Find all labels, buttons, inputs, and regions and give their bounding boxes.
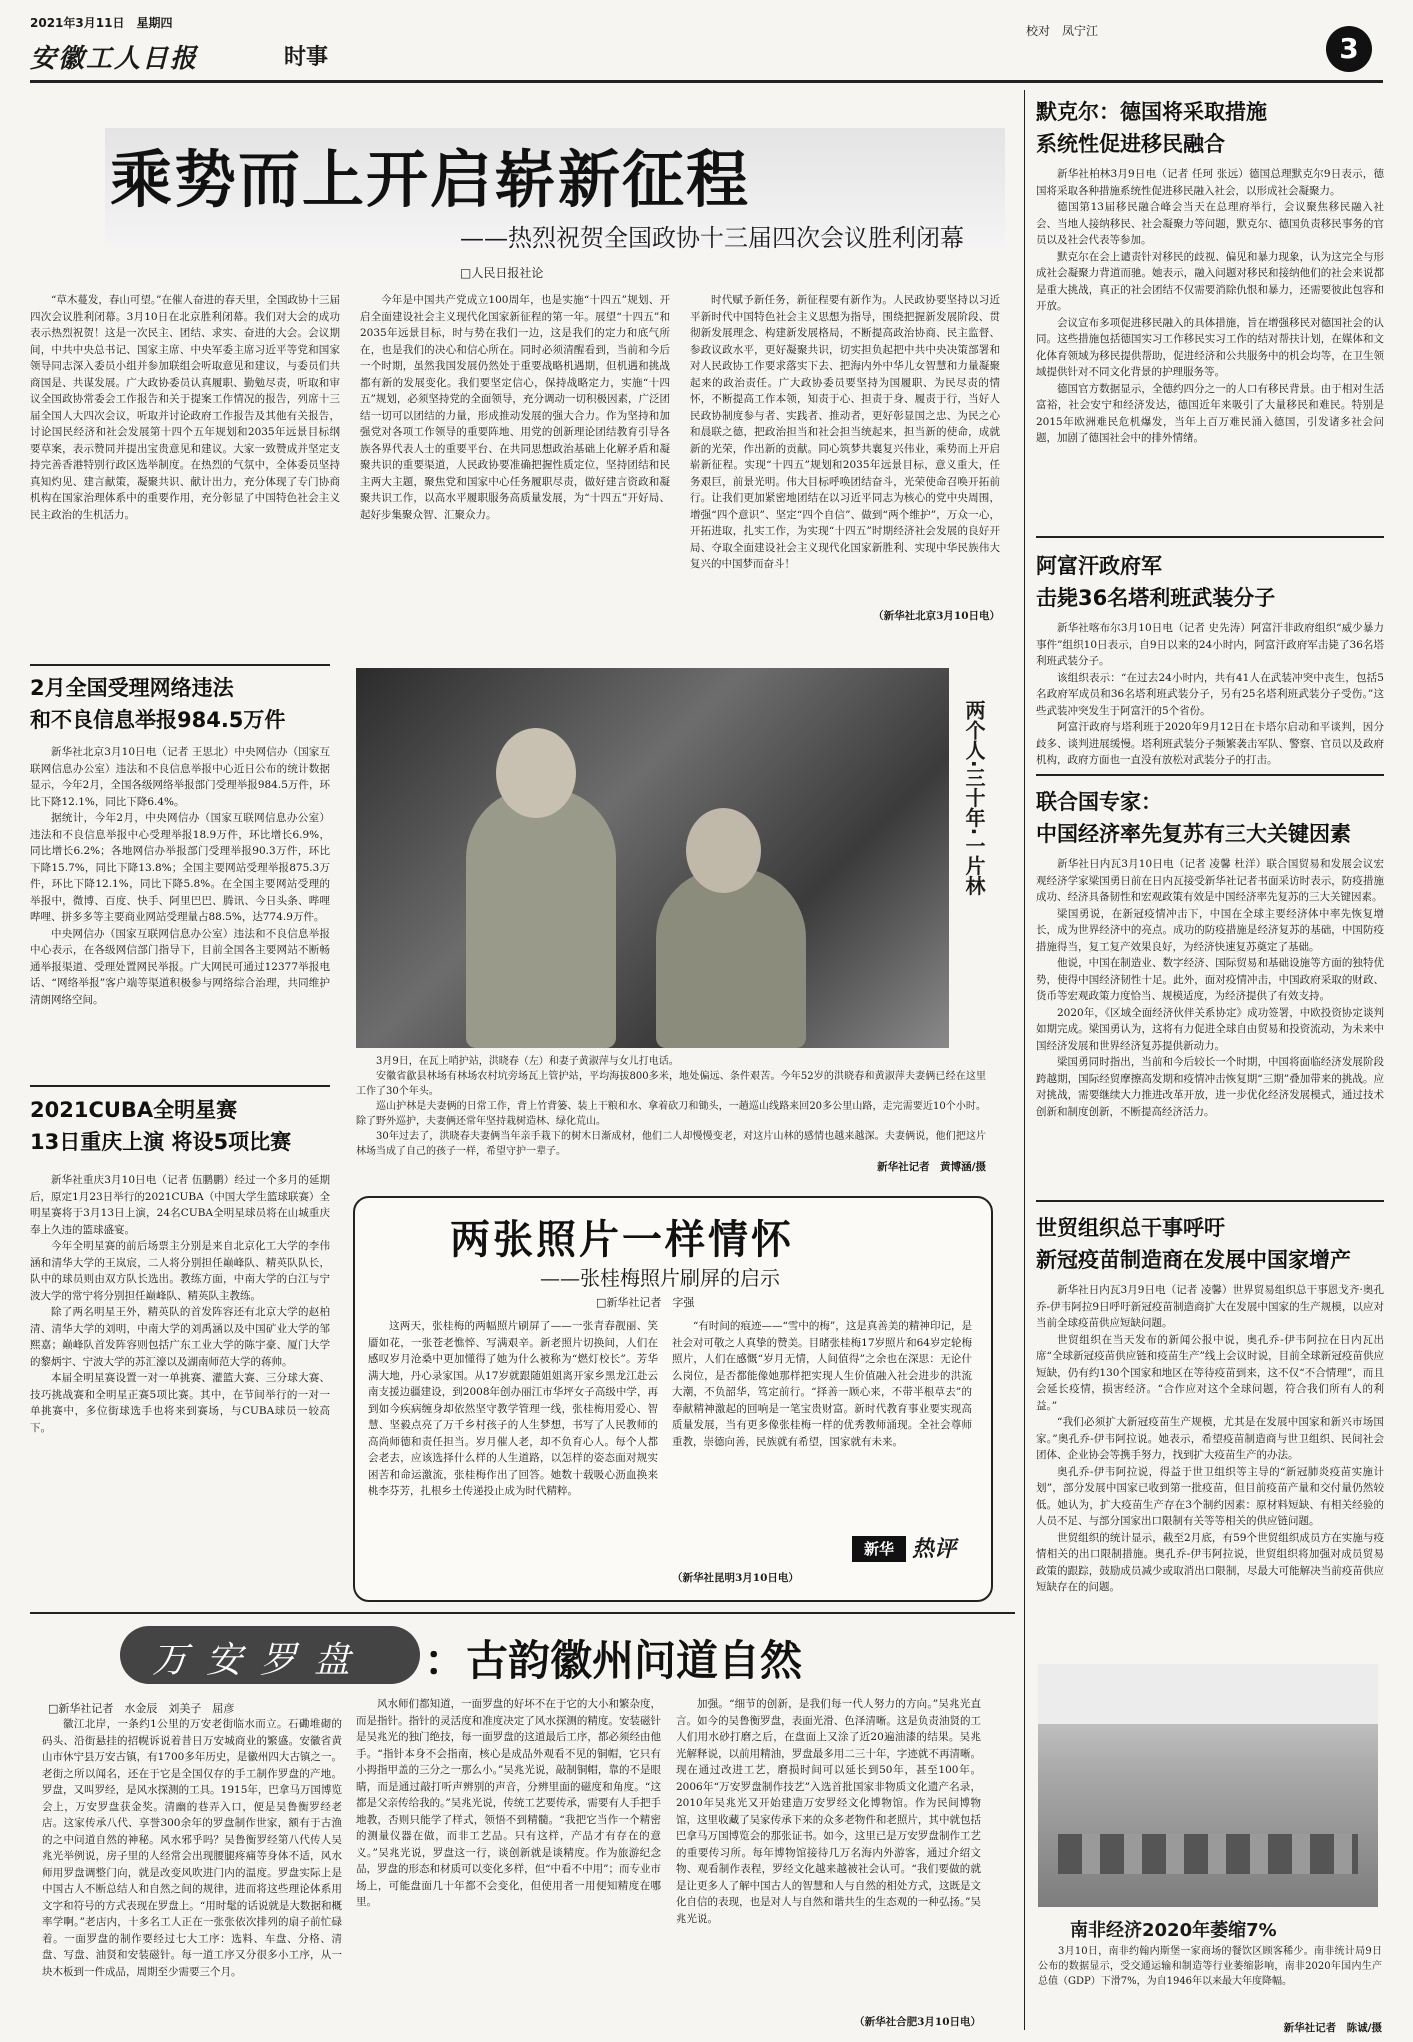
lead-subtitle: ——热烈祝贺全国政协十三届四次会议胜利闭幕 [460,224,964,252]
left-story-1-title-line-1: 2月全国受理网络违法 [30,676,234,700]
masthead-rule [30,80,1383,83]
right-story-4-paragraph: 新华社日内瓦3月9日电（记者 凌馨）世界贸易组织总干事恩戈齐·奥孔乔-伊韦阿拉9日呼吁新冠疫苗制造商扩大在发展中国家的生产规模，以应对当前全球疫苗供应短缺问题。 [1036,1284,1384,1329]
lead-title: 乘势而上开启崭新征程 [110,143,751,216]
right-rule-3 [1036,1200,1384,1202]
right-photo-caption: 3月10日，南非约翰内斯堡一家商场的餐饮区顾客稀少。南非统计局9日公布的数据显示，受交通运输和制造等行业萎缩影响，南非2020年国内生产总值（GDP）下滑7%，为自1946年以来最大年度降幅。 [1038,1946,1382,1987]
photo-figure-woman [656,868,806,1048]
bottom-column-1: 徽江北岸，一条约1公里的万安老街临水而立。石磡堆砌的码头、沿街悬挂的招幌诉说着昔日万安城商业的繁盛。安徽省黄山市休宁县万安古镇，有1700多年历史，是徽州四大古镇之一。老街之所以闻名，还在于它是全国仅存的手工制作罗盘的产地。罗盘，又叫罗经，是风水探测的工具。1915年，巴拿马万国博览会上，万安罗盘获金奖。清幽的巷弄入口，便是吴鲁衡罗经老店。这家传承八代、享誉300余年的罗盘制作世家，额有于古渔的之中问道自然的神秘。风水邪乎吗？吴鲁衡罗经第八代传人吴兆光举例说，房子里的人经常会出现腰腿疼痛等身体不适，风水师用罗盘调整门向，就是改变风吹进门内的温度。罗盘实际上是中国古人不断总结人和自然之间的规律，进而将这些理论体系用文字和符号的方式表现在罗盘上。“用时髦的话说就是大数据和概率学啊。”老店内，十多名工人正在一张张依次排列的扇子前忙碌着。一面罗盘的制作要经过七大工序：选料、车盘、分格、清盘、写盘、油贤和安装磁针。每一道工序又分很多小工序，从一块木板到一件成品，周期至少需要三个月。 [42,1718,342,1978]
photo-tables [1058,1834,1358,1874]
lead-column-2: 今年是中国共产党成立100周年，也是实施“十四五”规划、开启全面建设社会主义现代化国家新征程的第一年。展望“十四五”和2035年远景目标，时与势在我们一边，这是我们的定力和底气所在，也是我们的决心和信心所在。同时必须清醒看到，当前和今后一个时期，虽然我国发展仍然处于重要战略机遇期，但机遇和挑战都有新的发展变化。我们要坚定信心，保持战略定力，实施“十四五”规划，必须坚持党的全面领导，充分调动一切积极因素，广泛团结一切可以团结的力量，形成推动发展的强大合力。作为坚持和加强党对各项工作领导的重要阵地、用党的创新理论团结教育引导各族各界代表人士的重要平台、在共同思想政治基础上化解矛盾和凝聚共识的重要渠道，人民政协要准确把握性质定位，坚持团结和民主两大主题，聚焦党和国家中心任务履职尽责，做好建言资政和凝聚共识工作，以高水平履职服务高质量发展，为“十四五”开好局、起好步集聚众智、汇聚众力。 [360,294,670,521]
right-story-2-title-line-2: 击毙36名塔利班武装分子 [1036,586,1276,610]
photo-caption-paragraph: 30年过去了，洪晓春夫妻俩当年亲手栽下的树木日渐成材，他们二人却慢慢变老，对这片山林的感情也越来越深。夫妻俩说，他们把这片林场当成了自己的孩子一样，希望守护一辈子。 [356,1131,986,1157]
right-story-1-paragraph: 新华社柏林3月9日电（记者 任珂 张远）德国总理默克尔9日表示，德国将采取各种措施系统性促进移民融入社会，以形成社会凝聚力。 [1036,168,1384,197]
lead-source: （新华社北京3月10日电） [873,610,1000,622]
left-story-2 [30,1094,330,1436]
left-story-2-paragraph: 新华社重庆3月10日电（记者 伍鹏鹏）经过一个多月的延期后，原定1月23日举行的2021CUBA（中国大学生篮球联赛）全明星赛将于3月13日上演，24名CUBA全明星球员将在山城重庆奉上久违的篮球盛宴。 [30,1174,330,1236]
photo-ceiling [1038,1664,1378,1724]
left-story-1-paragraph: 新华社北京3月10日电（记者 王思北）中央网信办（国家互联网信息办公室）违法和不良信息举报中心近日公布的统计数据显示，今年2月，全国各级网络举报部门受理举报984.5万件，环比下降12.1%，同比下降6.4%。 [30,746,330,808]
right-photo-credit: 新华社记者 陈诚/摄 [1283,2022,1382,2034]
photo-caption-paragraph: 巡山护林是夫妻俩的日常工作，背上竹背篓、装上干粮和水、拿着砍刀和锄头，一趟巡山线路来回20多公里山路，走完需要近10个小时。除了野外巡护，夫妻俩还常年坚持栽树造林、绿化荒山。 [356,1101,986,1127]
photo-figure-woman-head [686,808,761,893]
right-story-3-title-line-2: 中国经济率先复苏有三大关键因素 [1036,822,1351,846]
right-story-1-paragraph: 会议宣布多项促进移民融入的具体措施，旨在增强移民对德国社会的认同。这些措施包括德国实习工作移民实习工作的结对帮扶计划，在媒体和文化体育领域为移民提供帮助，促进经济和公共服务中的机会均等，在卫生领域提供针对不同文化背景的护理服务等。 [1036,316,1384,378]
right-story-3-paragraph: 新华社日内瓦3月10日电（记者 凌馨 杜洋）联合国贸易和发展会议宏观经济学家梁国勇日前在日内瓦接受新华社记者书面采访时表示，防疫措施成功、经济具备韧性和宏观政策有效是中国经济率先复苏的三大关键因素。 [1036,858,1384,903]
feature-title: 两张照片一样情怀 [450,1217,794,1263]
right-story-1-paragraph: 德国第13届移民融合峰会当天在总理府举行，会议聚焦移民融入社会、当地人接纳移民、社会凝聚力等问题，默克尔、德国负责移民事务的官员以及社会代表等参加。 [1036,201,1384,246]
left-rule-1 [30,664,330,666]
right-story-1-paragraph: 默克尔在会上谴责针对移民的歧视、偏见和暴力现象，认为这完全与形成社会凝聚力背道而驰。她表示，融入问题对移民和接纳他们的社会来说都是重大挑战，真正的社会团结不仅需要消除仇恨和暴力，还需要彼此包容和开放。 [1036,250,1384,312]
feature-column-2: “有时间的痕迹——“雪中的梅”，这是真善美的精神印记，是社会对可敬之人真挚的赞美。目睹张桂梅17岁照片和64岁定轮梅照片，人们在感慨“岁月无情，人间值得”之余也在深思：无论什么岗位，是否都能像她那样把实现人生价值融入社会进步的洪流大潮，不负韶华，笃定前行。“择善一顾心来，不带半根草去”的奉献精神激起的回响是一笔宝贵财富。新时代教育事业要实现高质量发展，当有更多像张桂梅一样的优秀教师涌现。全社会尊师重教，崇德向善，民族就有希望，国家就有未来。 [672,1320,972,1448]
right-story-4 [1036,1212,1384,1655]
couple-photo [356,668,949,1048]
column-divider [1024,90,1025,2030]
right-story-2-paragraph: 阿富汗政府与塔利班于2020年9月12日在卡塔尔启动和平谈判，因分歧多、谈判进展缓慢。塔利班武装分子频繁袭击军队、警察、官员以及政府机构，政府方面也一直没有放松对武装分子的打击。 [1036,721,1384,765]
left-rule-2 [30,1085,330,1087]
photo-figure-man-head [496,728,576,818]
bottom-title: ：古韵徽州问道自然 [424,1636,803,1685]
left-story-2-title-line-2: 13日重庆上演 将设5项比赛 [30,1130,292,1154]
bottom-column-3: 加强。“细节的创新，是我们每一代人努力的方向。”吴兆光直言。如今的吴鲁衡罗盘，表面光滑、色泽清晰。这是负责油贤的工人们用水砂打磨之后，在盘面上又涂了近20遍油漆的结果。吴兆光解释说，以前用精油，罗盘最多用二三十年，字迹就不再清晰。现在通过改进工艺，磨损时间可以延长到50年，甚至100年。2006年“万安罗盘制作技艺”入选首批国家非物质文化遗产名录，2010年吴兆光又开始建造万安罗经文化博物馆。作为民间博物馆，这里收藏了吴家传承下来的众多老物件和老照片，其中就包括巴拿马万国博览会的那张证书。如今，这里已是万安罗盘制作工艺的重要传习所。每年博物馆接待几万名海内外游客，通过介绍文物、观看制作表程，罗经文化越来越被社会认可。“我们要做的就是让更多人了解中国古人的智慧和人与自然的相处方式，这既是文化自信的表现，也是对人与自然和谐共生的生态观的一种弘扬。”吴兆光说。 [676,1698,981,1925]
right-story-3-paragraph: 2020年，《区域全面经济伙伴关系协定》成功签署，中欧投资协定谈判如期完成。梁国勇认为，这将有力促进全球自由贸易和投资流动，为未来中国经济发展和世界经济复苏提供新动力。 [1036,1006,1384,1052]
photo-credit: 新华社记者 黄博涵/摄 [877,1161,986,1173]
bottom-column-2: 风水师们都知道，一面罗盘的好坏不在于它的大小和繁杂度，而是指针。指针的灵活度和准度决定了风水探测的精度。安装磁针是吴兆光的独门绝技，每一面罗盘的这道最后工序，都必须经由他手。“指针本身不会指南，核心是成品外观看不见的铜帽，它只有小拇指甲盖的三分之一那么小。”吴兆光说，敲制铜帽，靠的不是眼睛，而是通过敲打听声辨别的声音，分辨里面的磁度和角度。“这都是父亲传给我的。”吴兆光说，传统工艺要传承，需要有人手把手地教，否则只能学了样式，领悟不到精髓。“我把它当作一个精密的测量仪器在做，而非工艺品。只有这样，产品才有存在的意义。”吴兆光说，罗盘这一行，谈创新就是谈精度。作为旅游纪念品，罗盘的形态和材质可以变化多样，但“中看不中用”；而专业市场上，可能盘面几十年都不会变化，但使用者一用便知精度在哪里。 [356,1698,661,1908]
lead-author: □人民日报社论 [460,266,544,280]
right-rule-1 [1036,536,1384,538]
right-story-3-paragraph: 他说，中国在制造业、数字经济、国际贸易和基础设施等方面的独特优势，使得中国经济韧性十足。此外，面对疫情冲击，中国政府采取的财政、货币等宏观政策力度恰当、规模适度，为经济提供了有效支持。 [1036,957,1384,1002]
proofread-label: 校对 凤宁江 [1026,24,1099,38]
right-story-1-title-line-2: 系统性促进移民融合 [1036,132,1225,156]
photo-figure-man [466,788,616,1048]
comment-word: 热评 [912,1536,957,1562]
masthead-date: 2021年3月11日 星期四 [30,16,173,30]
left-story-2-paragraph: 今年全明星赛的前后场票主分别是来自北京化工大学的李伟涵和清华大学的王岚宸，二人将分别担任巅峰队、精英队队长，队中的球员则由双方队长选出。教练方面，中南大学的白江与宁波大学的常宁将分别担任巅峰队、精英队主教练。 [30,1240,330,1302]
right-story-4-paragraph: 世贸组织的统计显示，截至2月底，有59个世贸组织成员方在实施与疫情相关的出口限制措施。奥孔乔-伊韦阿拉说，世贸组织将加强对成员贸易政策的跟踪，鼓励成员减少或取消出口限制，尽最大可能解决当前疫苗供应短缺存在的问题。 [1036,1531,1384,1593]
photo-caption [356,1054,986,1175]
right-story-2-paragraph: 该组织表示：“在过去24小时内，共有41人在武装冲突中丧生，包括5名政府军成员和36名塔利班武装分子，另有25名塔利班武装分子受伤。”这些武装冲突发生于阿富汗的5个省份。 [1036,671,1384,717]
comment-badge [852,1536,906,1562]
right-story-3-title-line-1: 联合国专家： [1036,790,1162,814]
comment-badge-label: 新华 [863,1540,894,1558]
section-label: 时事 [284,45,329,70]
right-story-2-paragraph: 新华社喀布尔3月10日电（记者 史先涛）阿富汗非政府组织“威少暴力事件”组织10日表示，自9日以来的24小时内，阿富汗政府军击毙了36名塔利班武装分子。 [1036,622,1384,667]
left-story-2-title-line-1: 2021CUBA全明星赛 [30,1098,238,1122]
right-rule-2 [1036,774,1384,776]
feature-column-1: 这两天，张桂梅的两幅照片刷屏了——一张青春靓丽、笑靥如花，一张苍老憔悴、写满艰辛。新老照片切换间，人们在感叹岁月沧桑中更加懂得了她为什么被称为“燃灯校长”。芳华满大地，丹心录家国。从17岁就跟随姐姐离开家乡黑龙江赴云南支援边疆建设，到2008年创办丽江市华坪女子高级中学，再到如今疾病缠身却依然坚守教学管理一线，张桂梅用爱心、智慧、坚毅点亮了万千乡村孩子的人生梦想，书写了人民教师的高尚师德和责任担当。岁月催人老，却不负育心人。每个人都会老去，应该选择什么样的人生道路，以怎样的姿态面对规实困苦和命运激流，张桂梅作出了回答。她数十载吸心沥血换来桃李芬芳，扎根乡土传递投止成为时代精粹。 [368,1320,658,1497]
left-story-2-paragraph: 除了两名明星王外，精英队的首发阵容还有北京大学的赵柏清、清华大学的刘明，中南大学的刘禹涵以及中国矿业大学的邹熙嘉；巅峰队首发阵容则包括广东工业大学的陈宇豪、厦门大学的黎炳宇、宁波大学的苏汇濠以及湖南师范大学的蒋帅。 [30,1306,330,1368]
masthead-logo: 安徽工人日报 [30,44,199,74]
right-photo-caption-title: 南非经济2020年萎缩7% [1070,1920,1277,1941]
photo-story-vertical-title: 两个人·三十年·一片林 [962,700,986,896]
bottom-source: （新华社合肥3月10日电） [854,2016,981,2028]
bottom-rule [30,1612,1015,1614]
right-story-3-paragraph: 梁国勇说，在新冠疫情冲击下，中国在全球主要经济体中率先恢复增长，成为世界经济中的亮点。成功的防疫措施是经济复苏的基础，中国防疫措施得当，复工复产效果良好，为经济快速复苏奠定了基础。 [1036,907,1384,953]
right-story-3 [1036,786,1384,1194]
page-number-badge [1326,26,1372,72]
feature-author: □新华社记者 字强 [596,1296,695,1309]
right-story-2-title-line-1: 阿富汗政府军 [1036,554,1162,578]
photo-caption-paragraph: 安徽省歙县林场有林场农村坑旁场瓦上管护站，平均海拔800多米，地处偏远、条件艰苦。今年52岁的洪晓春和黄淑萍夫妻俩已经在这里工作了30个年头。 [356,1071,986,1097]
feature-source: （新华社昆明3月10日电） [672,1572,799,1584]
page-number: 3 [1339,32,1359,65]
right-story-2 [1036,550,1384,765]
lead-column-1: “草木蔓发，春山可望。”在催人奋进的春天里，全国政协十三届四次会议胜利闭幕。3月10日在北京胜利闭幕。我们对大会的成功表示热烈祝贺！这是一次民主、团结、求实、奋进的大会。会议期间，中共中央总书记、国家主席、中央军委主席习近平等党和国家领导同志深入委员小组并参加联组会听取意见和建议，与委员们共商国是、共谋发展。广大政协委员认真履职、勤勉尽责，听取和审议全国政协常委会工作报告和关于提案工作情况的报告，列席十三届全国人大四次会议，听取并讨论政府工作报告及其他有关报告，讨论国民经济和社会发展第十四个五年规划和2035年远景目标纲要草案，表示赞同并提出宝贵意见和建议。大家一致赞成并坚定支持完善香港特别行政区选举制度。在热烈的气氛中，全体委员坚持真知灼见、建言献策，凝聚共识、献计出力，充分体现了专门协商机构在国家治理体系中的重要作用，充分彰显了中国特色社会主义民主政治的生机活力。 [30,294,340,521]
right-story-4-paragraph: 奥孔乔-伊韦阿拉说，得益于世卫组织等主导的“新冠肺炎疫苗实施计划”，部分发展中国家已收到第一批疫苗，但目前疫苗产量和交付量仍然较低。她认为，扩大疫苗生产存在3个制约因素：原材料短缺、有相关经验的人员不足、与部分国家出口限制有关等等相关的供应链问题。 [1036,1465,1384,1527]
lead-column-3: 时代赋予新任务，新征程要有新作为。人民政协要坚持以习近平新时代中国特色社会主义思想为指导，围绕把握新发展阶段、贯彻新发展理念、构建新发展格局，不断提高政治协商、民主监督、参政议政水平，更好凝聚共识，切实担负起把中共中央决策部署和对人民政协工作要求落实下去、把海内外中华儿女智慧和力量凝聚起来的政治责任。广大政协委员要坚持为国履职、为民尽责的情怀，不断提高工作本领，知责于心、担责于身、履责于行，当好人民政协制度参与者、实践者、推动者，更好彰显国之忠、为民之心和晨联之德，把政治担当和社会担当统起来，担当新的使命，成就新的光荣，作出新的贡献。同心筑梦共襄复兴伟业，乘势而上开启崭新征程。实现“十四五”规划和2035年远景目标，意义重大，任务艰巨，前景光明。伟大目标呼唤团结奋斗，光荣使命召唤开拓前行。让我们更加紧密地团结在以习近平同志为核心的党中央周围，增强“四个意识”、坚定“四个自信”、做到“两个维护”，万众一心，开拓进取，扎实工作，为实现“十四五”时期经济社会发展的良好开局、夺取全面建设社会主义现代化国家新胜利、实现中华民族伟大复兴的中国梦而奋斗！ [690,294,1000,570]
right-story-4-paragraph: “我们必须扩大新冠疫苗生产规模，尤其是在发展中国家和新兴市场国家。”奥孔乔-伊韦阿拉说。她表示，希望疫苗制造商与世卫组织、民间社会团体、企业协会等携手努力，找到扩大疫苗生产的办法。 [1036,1416,1384,1461]
right-story-4-paragraph: 世贸组织在当天发布的新闻公报中说，奥孔乔-伊韦阿拉在日内瓦出席“全球新冠疫苗供应链和疫苗生产”线上会议时说，目前全球新冠疫苗供应短缺，仍有约130个国家和地区在等待疫苗到来，这不仅“不合情理”，而且会延长疫情，损害经济。“合作应对这个全球问题，符合我们所有人的利益。” [1036,1333,1384,1412]
lead-article [30,96,1015,656]
left-story-1-paragraph: 据统计，今年2月，中央网信办（国家互联网信息办公室）违法和不良信息举报中心受理举报18.9万件，环比增长6.9%，同比增长6.2%；各地网信办举报部门受理举报90.3万件，环比下降15.7%，同比下降13.8%；全国主要网站受理举报875.3万件，环比下降12.1%，同比下降5.8%。在全国主要网站受理的举报中，微博、百度、快手、阿里巴巴、腾讯、今日头条、哔哩哔哩、拼多多等主要商业网站受理量占88.5%，达774.9万件。 [30,812,330,923]
left-story-1 [30,672,330,1008]
right-story-1-title-line-1: 默克尔：德国将采取措施 [1036,100,1267,124]
mall-photo [1038,1664,1378,1907]
right-story-1 [1036,96,1384,531]
right-story-4-title-line-1: 世贸组织总干事呼吁 [1036,1216,1225,1240]
left-story-2-paragraph: 本届全明星赛设置一对一单挑赛、灌篮大赛、三分球大赛、技巧挑战赛和全明星正赛5项比赛。其中，在节间举行的一对一单挑赛中，多位街球选手也将来到赛场，与CUBA球员一较高下。 [30,1372,330,1434]
right-story-1-paragraph: 德国官方数据显示，全德约四分之一的人口有移民背景。由于相对生活富裕，社会安宁和经济发达，德国近年来吸引了大量移民和难民。特别是2015年欧洲难民危机爆发，当年上百万难民涌入德国，引发诸多社会问题，加剧了德国社会中的排外情绪。 [1036,382,1384,444]
feature-subtitle: ——张桂梅照片刷屏的启示 [540,1266,780,1290]
bottom-logo-text: 万安罗盘 [152,1640,369,1681]
left-story-1-title-line-2: 和不良信息举报984.5万件 [30,708,286,732]
photo-caption-paragraph: 3月9日，在瓦上哨护站，洪晓春（左）和妻子黄淑萍与女儿打电话。 [376,1056,679,1067]
right-story-3-paragraph: 梁国勇同时指出，当前和今后较长一个时期，中国将面临经济发展阶段跨越期，国际经贸摩擦高发期和疫情冲击恢复期“三期”叠加带来的挑战。应对挑战，需要继续大力推进改革开放，进一步优化经济发展模式，通过技术创新和制度创新，不断提高经济活力。 [1036,1056,1384,1118]
right-story-4-title-line-2: 新冠疫苗制造商在发展中国家增产 [1036,1248,1351,1272]
bottom-author: □新华社记者 水金辰 刘美子 屈彦 [48,1702,235,1715]
left-story-1-paragraph: 中央网信办（国家互联网信息办公室）违法和不良信息举报中心表示，在各级网信部门指导下，目前全国各主要网站不断畅通举报渠道、受理处置网民举报。广大网民可通过12377举报电话、“网络举报”客户端等渠道积极参与网络综合治理，共同维护清朗网络空间。 [30,927,330,1006]
